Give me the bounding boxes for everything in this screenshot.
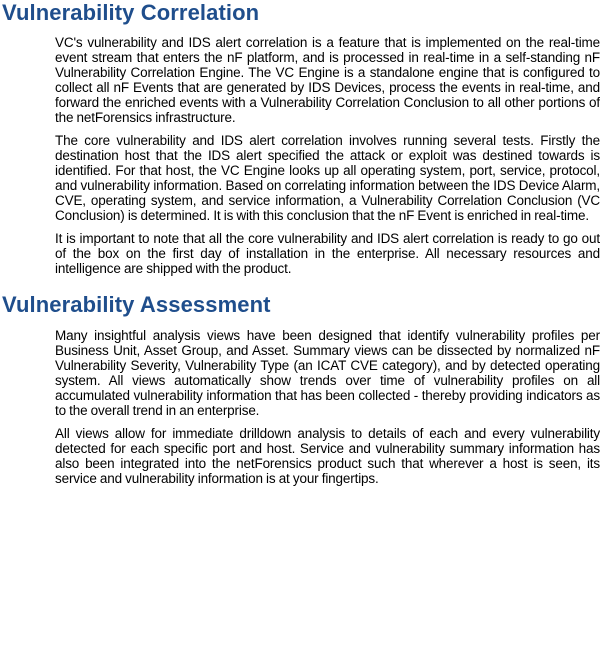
heading-vulnerability-correlation: Vulnerability Correlation xyxy=(2,0,260,25)
heading-vulnerability-assessment: Vulnerability Assessment xyxy=(2,292,271,317)
paragraph-assessment-2: All views allow for immediate drilldown analysis to details of each and every vulnerability detected for each specific port and host. Service and vulnerability summary information has also been integrated into the netForensics product such that wherever a host is seen, its service and vulnerability information is at your fingertips. xyxy=(55,426,600,486)
paragraph-correlation-3: It is important to note that all the core vulnerability and IDS alert correlation is ready to go out of the box on the first day of installation in the enterprise. All necessary resources and intelligence are shipped with the product. xyxy=(55,231,600,276)
paragraph-correlation-1: VC's vulnerability and IDS alert correlation is a feature that is implemented on the real-time event stream that enters the nF platform, and is processed in real-time in a self-standing nF Vulnerability Correlation Engine. The VC Engine is a standalone engine that is configured to collect all nF Events that are generated by IDS Devices, process the events in real-time, and forward the enriched events with a Vulnerability Correlation Conclusion to all other portions of the netForensics infrastructure. xyxy=(55,35,600,125)
section-vulnerability-correlation xyxy=(0,0,600,276)
paragraph-correlation-2: The core vulnerability and IDS alert correlation involves running several tests. Firstly the destination host that the IDS alert specified the attack or exploit was destined towards is identified. For that host, the VC Engine looks up all operating system, port, service, protocol, and vulnerability information. Based on correlating information between the IDS Device Alarm, CVE, operating system, and service information, a Vulnerability Correlation Conclusion (VC Conclusion) is determined. It is with this conclusion that the nF Event is enriched in real-time. xyxy=(55,133,600,223)
paragraph-assessment-1: Many insightful analysis views have been designed that identify vulnerability profiles per Business Unit, Asset Group, and Asset. Summary views can be dissected by normalized nF Vulnerability Severity, Vulnerability Type (an ICAT CVE category), and by detected operating system. All views automatically show trends over time of vulnerability profiles on all accumulated vulnerability information that has been collected - thereby providing indicators as to the overall trend in an enterprise. xyxy=(55,328,600,418)
section-vulnerability-assessment xyxy=(0,292,600,486)
